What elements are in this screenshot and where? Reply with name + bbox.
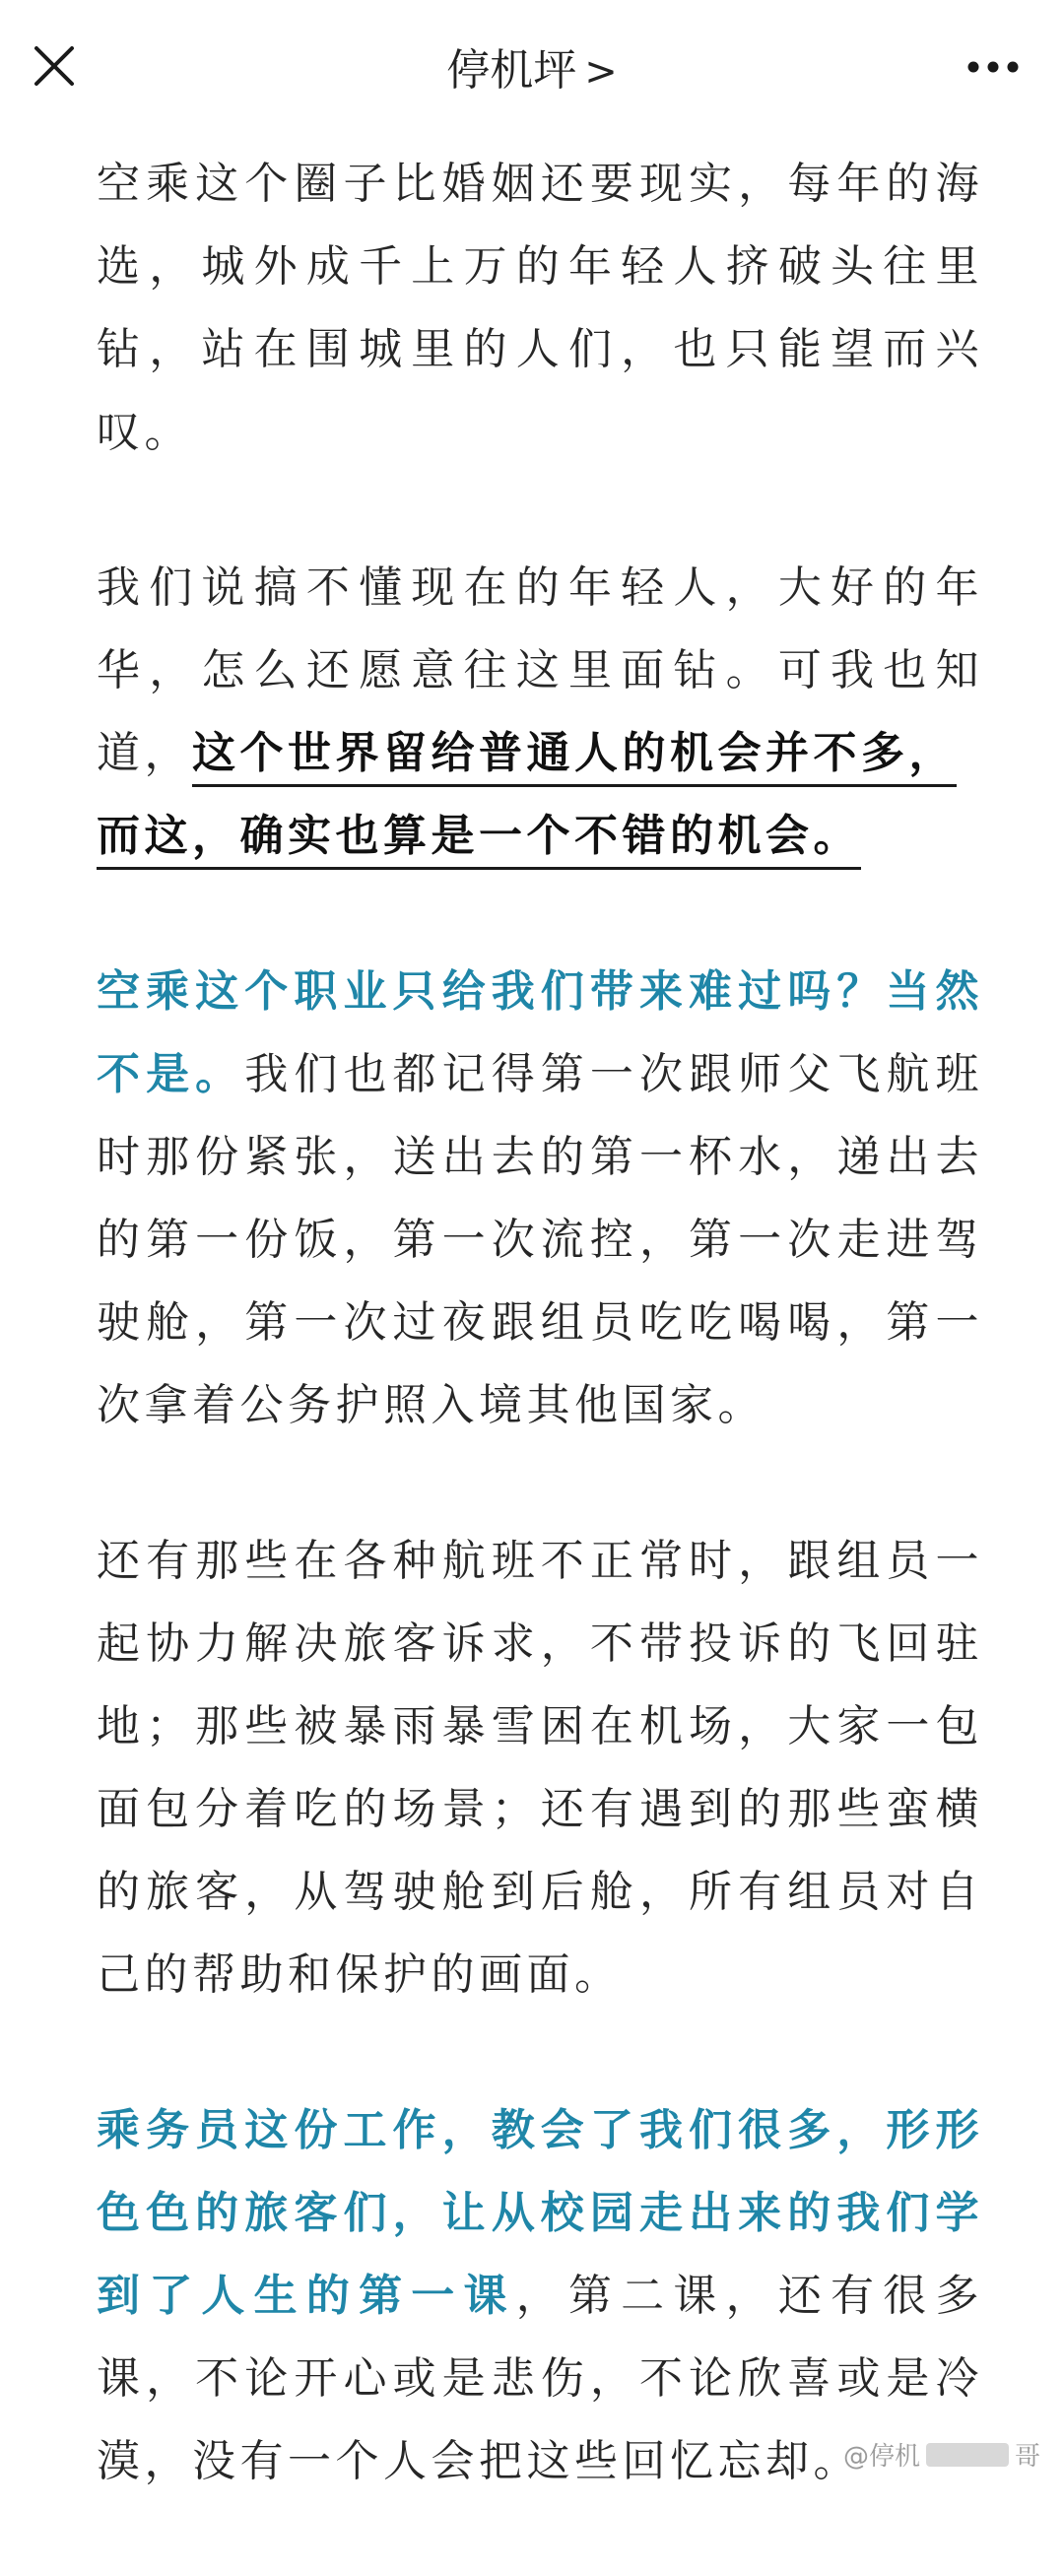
paragraph-2-text: 我们说搞不懂现在的年轻人，大好的年华，怎么还愿意往这里面钻。可我也知道， (97, 562, 983, 778)
article-body (97, 143, 983, 2576)
paragraph-2-highlight-2: 而这，确实也算是一个不错的机会。 (97, 811, 861, 870)
paragraph-1: 空乘这个圈子比婚姻还要现实，每年的海选，城外成千上万的年轻人挤破头往里钻，站在围城里的人们，也只能望而兴叹。 (97, 159, 983, 457)
account-title-link[interactable] (0, 43, 1064, 99)
paragraph-2 (97, 547, 983, 878)
paragraph-3-text: 我们也都记得第一次跟师父飞航班时那份紧张，送出去的第一杯水，递出去的第一份饭，第一次流控，第一次走进驾驶舱，第一次过夜跟组员吃吃喝喝，第一次拿着公务护照入境其他国家。 (97, 1049, 983, 1430)
watermark-text-left: @停机 (842, 2442, 920, 2472)
account-title: 停机坪 (446, 45, 577, 96)
more-icon[interactable] (964, 49, 1023, 85)
paragraph-5-text: ，第二课，还有很多课，不论开心或是悲伤，不论欣喜或是冷漠，没有一个人会把这些回忆忘却。 (97, 2271, 983, 2486)
watermark (843, 2436, 1040, 2473)
paragraph-2-highlight-1: 这个世界留给普通人的机会并不多， (192, 728, 957, 787)
chevron-right-icon: > (584, 49, 618, 95)
watermark-redacted (926, 2443, 1009, 2467)
paragraph-5-heading: 乘务员这份工作，教会了我们很多，形形色色的旅客们，让从校园走出来的我们学到了人生的第一课 (97, 2105, 983, 2321)
watermark-text-right: 哥 (1014, 2442, 1040, 2472)
top-nav-bar (0, 0, 1064, 148)
paragraph-3-heading: 空乘这个职业只给我们带来难过吗？当然不是。 (97, 966, 983, 1099)
paragraph-3 (97, 951, 983, 1447)
paragraph-4: 还有那些在各种航班不正常时，跟组员一起协力解决旅客诉求，不带投诉的飞回驻地；那些被暴雨暴雪困在机场，大家一包面包分着吃的场景；还有遇到的那些蛮横的旅客，从驾驶舱到后舱，所有组员对自己的帮助和保护的画面。 (97, 1536, 983, 2000)
